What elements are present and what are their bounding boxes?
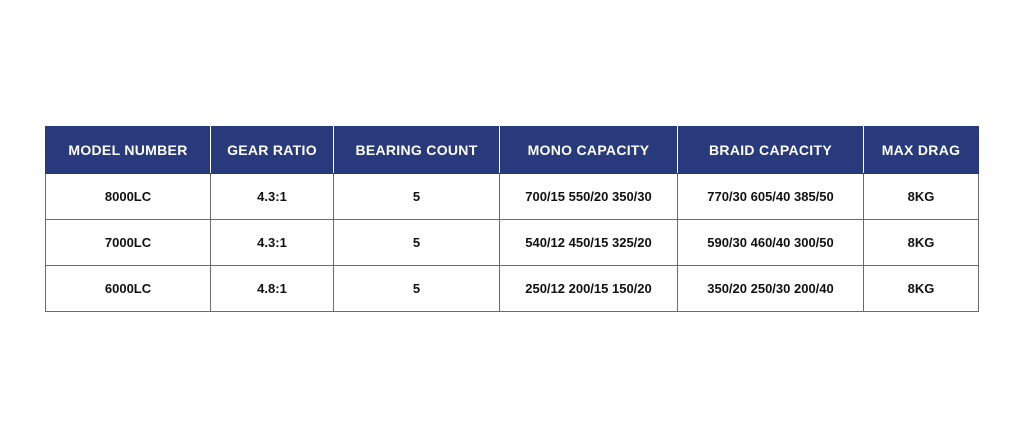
cell-braid-capacity: 590/30 460/40 300/50 bbox=[678, 220, 864, 266]
cell-mono-capacity: 700/15 550/20 350/30 bbox=[500, 174, 678, 220]
table-row bbox=[46, 220, 979, 266]
header-max-drag: MAX DRAG bbox=[864, 127, 979, 174]
cell-bearing-count: 5 bbox=[334, 266, 500, 312]
specifications-table bbox=[45, 126, 979, 312]
table-body bbox=[46, 174, 979, 312]
cell-model-number: 8000LC bbox=[46, 174, 211, 220]
cell-max-drag: 8KG bbox=[864, 266, 979, 312]
table-row bbox=[46, 266, 979, 312]
cell-braid-capacity: 770/30 605/40 385/50 bbox=[678, 174, 864, 220]
header-row bbox=[46, 127, 979, 174]
cell-bearing-count: 5 bbox=[334, 220, 500, 266]
cell-model-number: 7000LC bbox=[46, 220, 211, 266]
table-row bbox=[46, 174, 979, 220]
cell-mono-capacity: 540/12 450/15 325/20 bbox=[500, 220, 678, 266]
cell-bearing-count: 5 bbox=[334, 174, 500, 220]
cell-gear-ratio: 4.8:1 bbox=[211, 266, 334, 312]
cell-mono-capacity: 250/12 200/15 150/20 bbox=[500, 266, 678, 312]
header-gear-ratio: GEAR RATIO bbox=[211, 127, 334, 174]
cell-braid-capacity: 350/20 250/30 200/40 bbox=[678, 266, 864, 312]
header-mono-capacity: MONO CAPACITY bbox=[500, 127, 678, 174]
header-bearing-count: BEARING COUNT bbox=[334, 127, 500, 174]
cell-max-drag: 8KG bbox=[864, 220, 979, 266]
cell-gear-ratio: 4.3:1 bbox=[211, 174, 334, 220]
cell-max-drag: 8KG bbox=[864, 174, 979, 220]
cell-gear-ratio: 4.3:1 bbox=[211, 220, 334, 266]
table-header bbox=[46, 127, 979, 174]
header-braid-capacity: BRAID CAPACITY bbox=[678, 127, 864, 174]
cell-model-number: 6000LC bbox=[46, 266, 211, 312]
header-model-number: MODEL NUMBER bbox=[46, 127, 211, 174]
